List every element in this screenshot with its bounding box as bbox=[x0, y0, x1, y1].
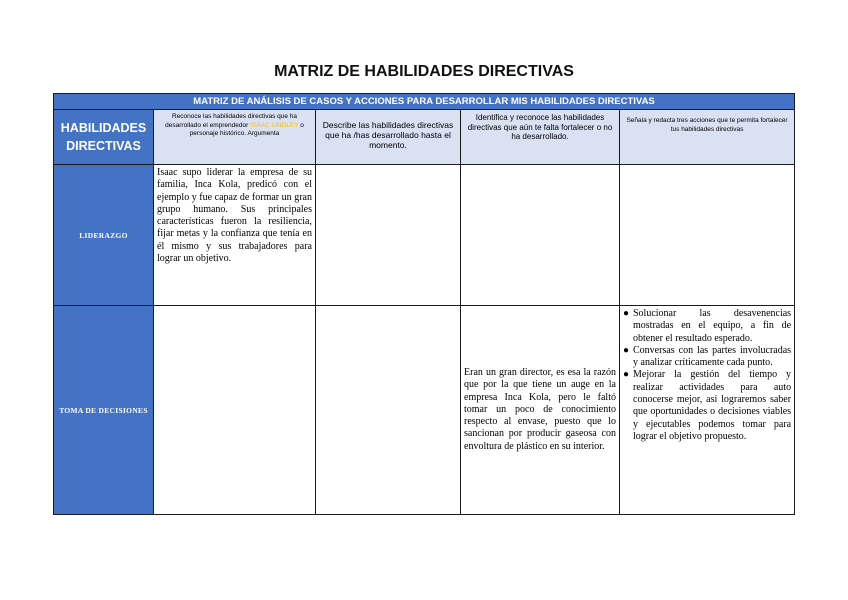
cell-liderazgo-emprendedor: Isaac supo liderar la empresa de su familia, Inca Kola, predicó con el ejemplo y fue capaz de formar un gran grupo humano. Sus principales características fueron la resiliencia, fijar metas y la confianza que tenía en él mismo y sus trabajadores para lograr un objetivo. bbox=[154, 165, 316, 306]
header-col-emprendedor bbox=[154, 110, 316, 165]
header-row bbox=[54, 110, 795, 165]
cell-decisiones-describe bbox=[316, 306, 461, 515]
header-col-identifica: Identifica y reconoce las habilidades directivas que aún te falta fortalecer o no ha desarrollado. bbox=[461, 110, 620, 165]
list-item bbox=[623, 345, 791, 370]
cell-decisiones-identifica: Eran un gran director, es esa la razón que por la que tiene un auge en la empresa Inca Kola, pero le faltó tomar un poco de conocimiento respecto al envase, puesto que lo sancionan por producir gaseosa con envoltura de plástico en su interior. bbox=[461, 306, 620, 515]
row-label-liderazgo: LIDERAZGO bbox=[54, 165, 154, 306]
header-col1-highlight: ISAAC LINDLEY bbox=[250, 121, 299, 129]
action-text: Mejorar la gestión del tiempo y realizar actividades para auto conocerse mejor, así lograremos saber que oportunidades o decisiones viables y ejecutables podemos tomar para lograr el objetivo propuesto. bbox=[633, 369, 792, 442]
header-col1-text-after: o personaje histórico. Argumenta bbox=[189, 121, 304, 137]
cell-liderazgo-acciones bbox=[620, 165, 795, 306]
action-text: Conversas con las partes involucradas y analizar críticamente cada punto. bbox=[633, 344, 792, 369]
header-col-acciones: Señala y redacta tres acciones que te permita fortalecer tus habilidades directivas bbox=[620, 110, 795, 165]
list-item bbox=[623, 308, 791, 345]
skills-matrix-table bbox=[53, 93, 795, 515]
cell-decisiones-emprendedor bbox=[154, 306, 316, 515]
bullet-icon: ● bbox=[623, 344, 630, 356]
cell-liderazgo-identifica bbox=[461, 165, 620, 306]
cell-decisiones-acciones bbox=[620, 306, 795, 515]
table-row bbox=[54, 306, 795, 515]
header-col-describe: Describe las habilidades directivas que ha /has desarrollado hasta el momento. bbox=[316, 110, 461, 165]
page-title: MATRIZ DE HABILIDADES DIRECTIVAS bbox=[274, 63, 574, 80]
action-text: Solucionar las desavenencias mostradas en el equipo, a fin de obtener el resultado esperado. bbox=[633, 308, 792, 344]
bullet-icon: ● bbox=[623, 369, 630, 381]
table-row bbox=[54, 165, 795, 306]
table-banner: MATRIZ DE ANÁLISIS DE CASOS Y ACCIONES PARA DESARROLLAR MIS HABILIDADES DIRECTIVAS bbox=[54, 94, 795, 110]
actions-list bbox=[623, 308, 791, 443]
header-col1-text: Reconoce las habilidades directivas que ha desarrollado el emprendedor bbox=[165, 113, 298, 129]
list-item bbox=[623, 369, 791, 443]
cell-liderazgo-describe bbox=[316, 165, 461, 306]
header-habilidades: HABILIDADES DIRECTIVAS bbox=[54, 110, 154, 165]
bullet-icon: ● bbox=[623, 308, 630, 319]
banner-row bbox=[54, 94, 795, 110]
row-label-toma-decisiones: TOMA DE DECISIONES bbox=[54, 306, 154, 515]
